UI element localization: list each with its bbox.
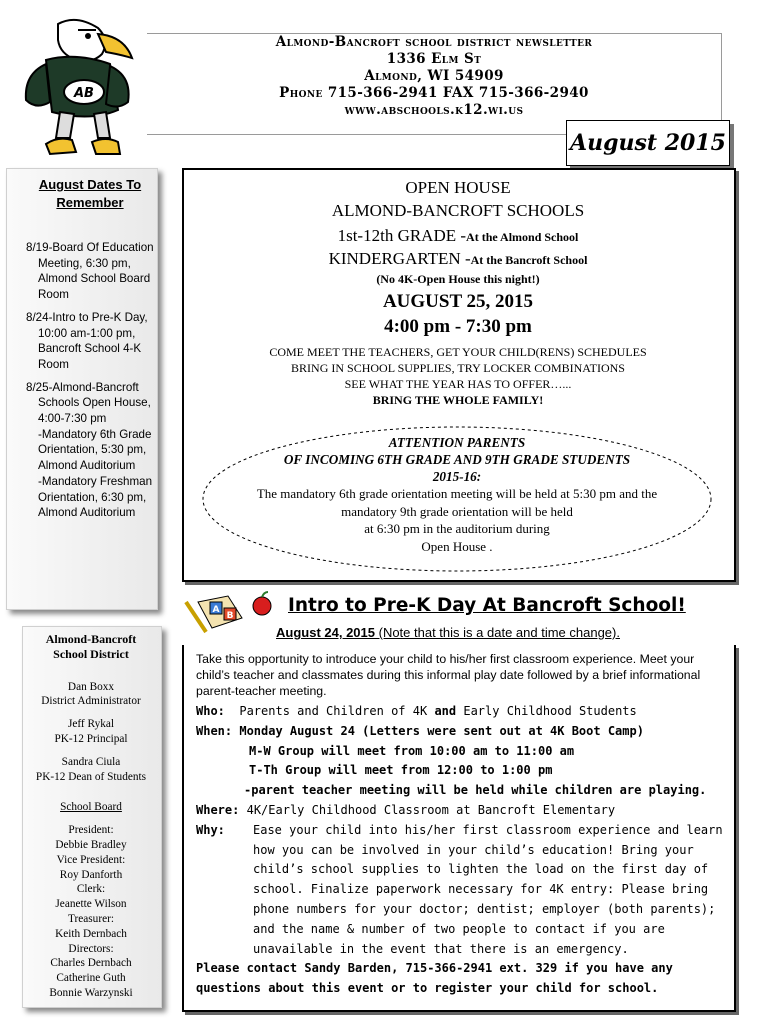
attention-year: 2015-16: xyxy=(432,469,482,484)
board-name: Roy Danforth xyxy=(59,868,123,881)
bring-family: BRING THE WHOLE FAMILY! xyxy=(372,393,544,407)
mascot-ab-text: AB xyxy=(74,86,94,101)
where-label: Where: xyxy=(196,802,240,817)
where-value: 4K/Early Childhood Classroom at Bancroft Elementary xyxy=(246,802,616,817)
date-item: 8/19-Board Of Education Meeting, 6:30 pm, Almond School Board Room xyxy=(26,241,154,302)
board-name: Jeanette Wilson xyxy=(55,898,127,911)
date-item: -Mandatory 6th Grade Orientation, 5:30 pm, Almond Auditorium xyxy=(38,427,152,473)
phone-line: Phone 715-366-2941 FAX 715-366-2940 xyxy=(279,85,589,101)
contact-note: Please contact Sandy Barden, 715-366-2941 ext. 329 if you have any questions about this event or to register your child for school. xyxy=(196,961,673,996)
director-name: Bonnie Warzynski xyxy=(49,986,133,999)
staff-role: District Administrator xyxy=(41,695,141,708)
district-info xyxy=(22,632,160,1001)
newsletter-header xyxy=(150,34,718,119)
no-4k-note: (No 4K-Open House this night!) xyxy=(376,272,540,286)
attention-body: mandatory 9th grade orientation will be held xyxy=(341,503,573,519)
mw-group: M-W Group will meet from 10:00 am to 11:00 am xyxy=(249,743,575,758)
board-role: Vice President: xyxy=(56,853,126,866)
tth-group: T-Th Group will meet from 12:00 to 1:00 pm xyxy=(249,763,553,778)
parent-meeting: -parent teacher meeting will be held while children are playing. xyxy=(244,783,707,798)
dates-list xyxy=(26,240,156,521)
eagle-mascot-logo xyxy=(6,14,144,162)
director-name: Charles Dernbach xyxy=(50,957,132,970)
district-title-1: Almond-Bancroft xyxy=(45,632,137,646)
who-a: Parents and Children of 4K xyxy=(239,704,435,718)
board-role: President: xyxy=(68,824,114,837)
staff-role: PK-12 Principal xyxy=(54,732,128,745)
open-house-info: SEE WHAT THE YEAR HAS TO OFFER…... xyxy=(344,377,572,391)
prek-date xyxy=(276,625,620,640)
issue-month-box xyxy=(566,120,730,166)
prek-title: Intro to Pre-K Day At Bancroft School! xyxy=(288,595,686,616)
where-row xyxy=(196,801,728,821)
why-label: Why: xyxy=(196,822,225,837)
who-and: and xyxy=(434,704,457,718)
attention-body: The mandatory 6th grade orientation meeting will be held at 5:30 pm and the xyxy=(256,486,658,501)
attention-body: Open House . xyxy=(421,538,493,554)
open-house-content xyxy=(184,176,732,408)
board-name: Keith Dernbach xyxy=(55,927,127,940)
open-house-info: COME MEET THE TEACHERS, GET YOUR CHILD(RENS) SCHEDULES xyxy=(269,345,647,359)
directors-label: Directors: xyxy=(68,942,114,955)
when-value: Monday August 24 (Letters were sent out at 4K Boot Camp) xyxy=(239,723,644,738)
prek-details xyxy=(196,702,728,999)
open-house-schools: ALMOND-BANCROFT SCHOOLS xyxy=(331,201,585,220)
issue-month: August 2015 xyxy=(570,130,726,156)
when-row xyxy=(196,722,728,742)
board-name: Debbie Bradley xyxy=(55,838,127,851)
staff-name: Jeff Rykal xyxy=(67,718,115,731)
staff-name: Dan Boxx xyxy=(67,680,115,693)
district-title-2: School District xyxy=(53,646,129,661)
date-item: 8/25-Almond-Bancroft Schools Open House, 4:00-7:30 pm xyxy=(26,380,151,426)
who-label: Who: xyxy=(196,704,225,718)
address-line: 1336 Elm St xyxy=(386,51,482,67)
staff-name: Sandra Ciula xyxy=(61,755,121,768)
block-b-letter: B xyxy=(226,611,234,621)
open-house-time: 4:00 pm - 7:30 pm xyxy=(384,316,532,337)
grade-b-location: At the Bancroft School xyxy=(470,253,588,267)
why-value: Ease your child into his/her first classroom experience and learn how you can be involved in your child’s education! Bring your child’s school supplies to lighten the load on the first day of school. Finalize paperwork necessary for 4K entry: Please bring phone numbers for your doctor; dentist; employer (both parents); and the name & number of two people to contact if you are unavailable in the event that there is an emergency. xyxy=(253,822,723,956)
director-name: Catherine Guth xyxy=(56,972,126,985)
who-row xyxy=(196,702,728,722)
open-house-date: AUGUST 25, 2015 xyxy=(382,291,534,312)
school-supplies-clipart xyxy=(180,588,276,638)
open-house-kindergarten xyxy=(184,248,732,271)
attention-title: ATTENTION PARENTS xyxy=(388,435,526,450)
grade-a-location: At the Almond School xyxy=(466,230,579,244)
open-house-heading: OPEN HOUSE xyxy=(405,178,511,197)
city-line: Almond, WI 54909 xyxy=(364,68,504,84)
grade-a-label: 1st-12th GRADE - xyxy=(337,226,467,245)
who-b: Early Childhood Students xyxy=(456,704,637,718)
staff-role: PK-12 Dean of Students xyxy=(35,770,147,783)
prek-date-note: (Note that this is a date and time change). xyxy=(375,625,620,640)
date-item: -Mandatory Freshman Orientation, 6:30 pm, Almond Auditorium xyxy=(38,474,153,520)
dates-sidebar-title: August Dates To Remember xyxy=(38,177,142,210)
grade-b-label: KINDERGARTEN - xyxy=(328,249,471,268)
website-line: www.abschools.k12.wi.us xyxy=(344,102,524,118)
block-a-letter: A xyxy=(212,605,220,615)
attention-parents xyxy=(200,434,714,555)
attention-sub: OF INCOMING 6TH GRADE AND 9TH GRADE STUDENTS xyxy=(283,452,631,467)
open-house-grades xyxy=(184,225,732,248)
why-row xyxy=(196,821,728,960)
open-house-info: BRING IN SCHOOL SUPPLIES, TRY LOCKER COMBINATIONS xyxy=(291,361,625,375)
school-board-title: School Board xyxy=(60,801,122,814)
when-label: When: xyxy=(196,723,233,738)
newsletter-title: Almond-Bancroft school district newsletter xyxy=(275,34,593,50)
prek-date-value: August 24, 2015 xyxy=(276,625,375,640)
board-role: Treasurer: xyxy=(67,912,114,925)
date-item: 8/24-Intro to Pre-K Day, 10:00 am-1:00 pm, Bancroft School 4-K Room xyxy=(26,310,148,371)
attention-body: at 6:30 pm in the auditorium during xyxy=(364,521,550,537)
board-role: Clerk: xyxy=(76,883,106,896)
prek-intro: Take this opportunity to introduce your child to his/her first classroom experience. Meet your child’s teacher and classmates during this informal play date followed by a brief informational parent-teacher meeting. xyxy=(196,652,701,698)
